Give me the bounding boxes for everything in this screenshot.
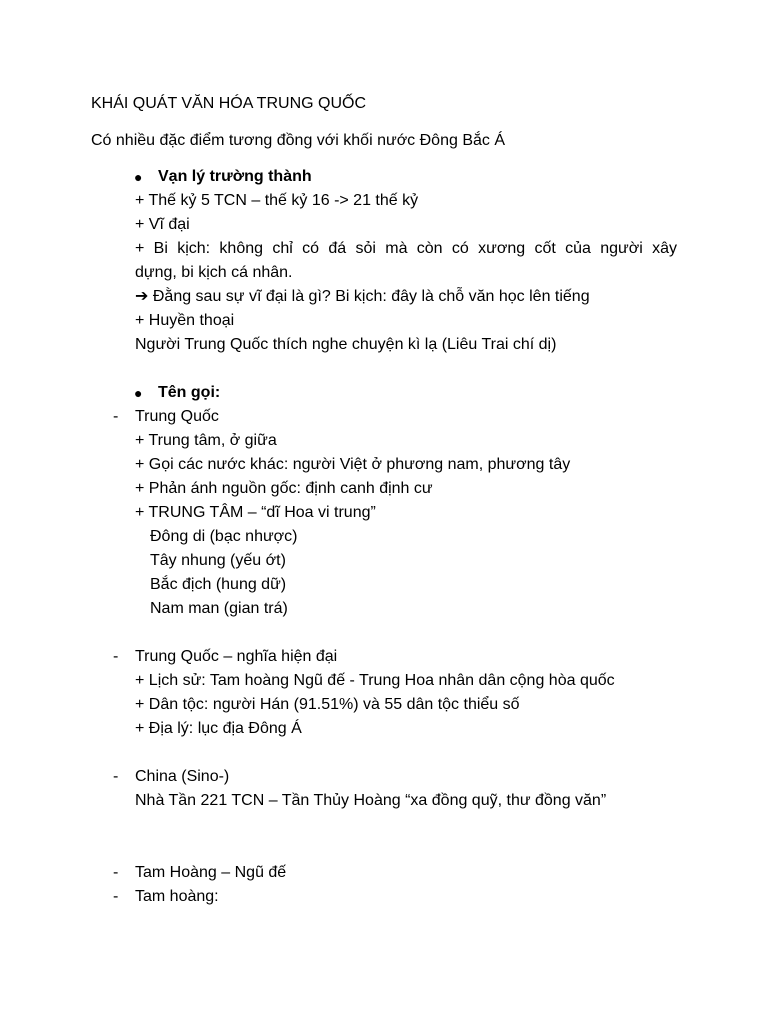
dash-bullet: - (113, 648, 119, 665)
section1-line: Người Trung Quốc thích nghe chuyện kì lạ (Liêu Trai chí dị) (135, 336, 557, 353)
item-line: Nam man (gian trá) (150, 600, 288, 617)
section1-line: + Vĩ đại (135, 216, 190, 233)
item-title: Tam hoàng: (135, 888, 219, 905)
item-line: Bắc địch (hung dữ) (150, 576, 287, 593)
item-line: + Phản ánh nguồn gốc: định canh định cư (135, 480, 433, 497)
item-title: China (Sino-) (135, 768, 230, 785)
item-line: + Trung tâm, ở giữa (135, 432, 277, 449)
item-title: Tam Hoàng – Ngũ đế (135, 864, 287, 881)
section2-heading: Tên gọi: (158, 384, 221, 401)
item-line: + Dân tộc: người Hán (91.51%) và 55 dân tộc thiểu số (135, 696, 520, 713)
section1-line: + Bi kịch: không chỉ có đá sỏi mà còn có xương cốt của người xây (135, 240, 677, 257)
dash-bullet: - (113, 888, 119, 905)
item-title: Trung Quốc (135, 408, 219, 425)
section1-line: Đằng sau sự vĩ đại là gì? Bi kịch: đây là chỗ văn học lên tiếng (152, 288, 590, 305)
arrow-right-icon: ➔ (135, 288, 149, 305)
dash-bullet: - (113, 408, 119, 425)
doc-title: KHÁI QUÁT VĂN HÓA TRUNG QUỐC (91, 95, 367, 112)
item-line: Đông di (bạc nhược) (150, 528, 298, 545)
section1-arrow-line (135, 286, 590, 308)
item-line: Nhà Tần 221 TCN – Tần Thủy Hoàng “xa đồng quỹ, thư đồng văn” (135, 792, 607, 809)
section1-line: dựng, bi kịch cá nhân. (135, 264, 293, 281)
item-line: + Gọi các nước khác: người Việt ở phương nam, phương tây (135, 456, 571, 473)
item-line: Tây nhung (yếu ớt) (150, 552, 286, 569)
section1-line: + Thế kỷ 5 TCN – thế kỷ 16 -> 21 thế kỷ (135, 192, 419, 209)
section1-line: + Huyền thoại (135, 312, 235, 329)
item-title: Trung Quốc – nghĩa hiện đại (135, 648, 338, 665)
dash-bullet: - (113, 864, 119, 881)
bullet-dot-icon: ● (134, 385, 143, 401)
bullet-dot-icon: ● (134, 169, 143, 185)
item-line: + Lịch sử: Tam hoàng Ngũ đế - Trung Hoa nhân dân cộng hòa quốc (135, 672, 615, 689)
section1-heading: Vạn lý trường thành (158, 168, 312, 185)
doc-intro: Có nhiều đặc điểm tương đồng với khối nước Đông Bắc Á (91, 132, 506, 149)
item-line: + TRUNG TÂM – “dĩ Hoa vi trung” (135, 504, 376, 521)
dash-bullet: - (113, 768, 119, 785)
item-line: + Địa lý: lục địa Đông Á (135, 720, 302, 737)
